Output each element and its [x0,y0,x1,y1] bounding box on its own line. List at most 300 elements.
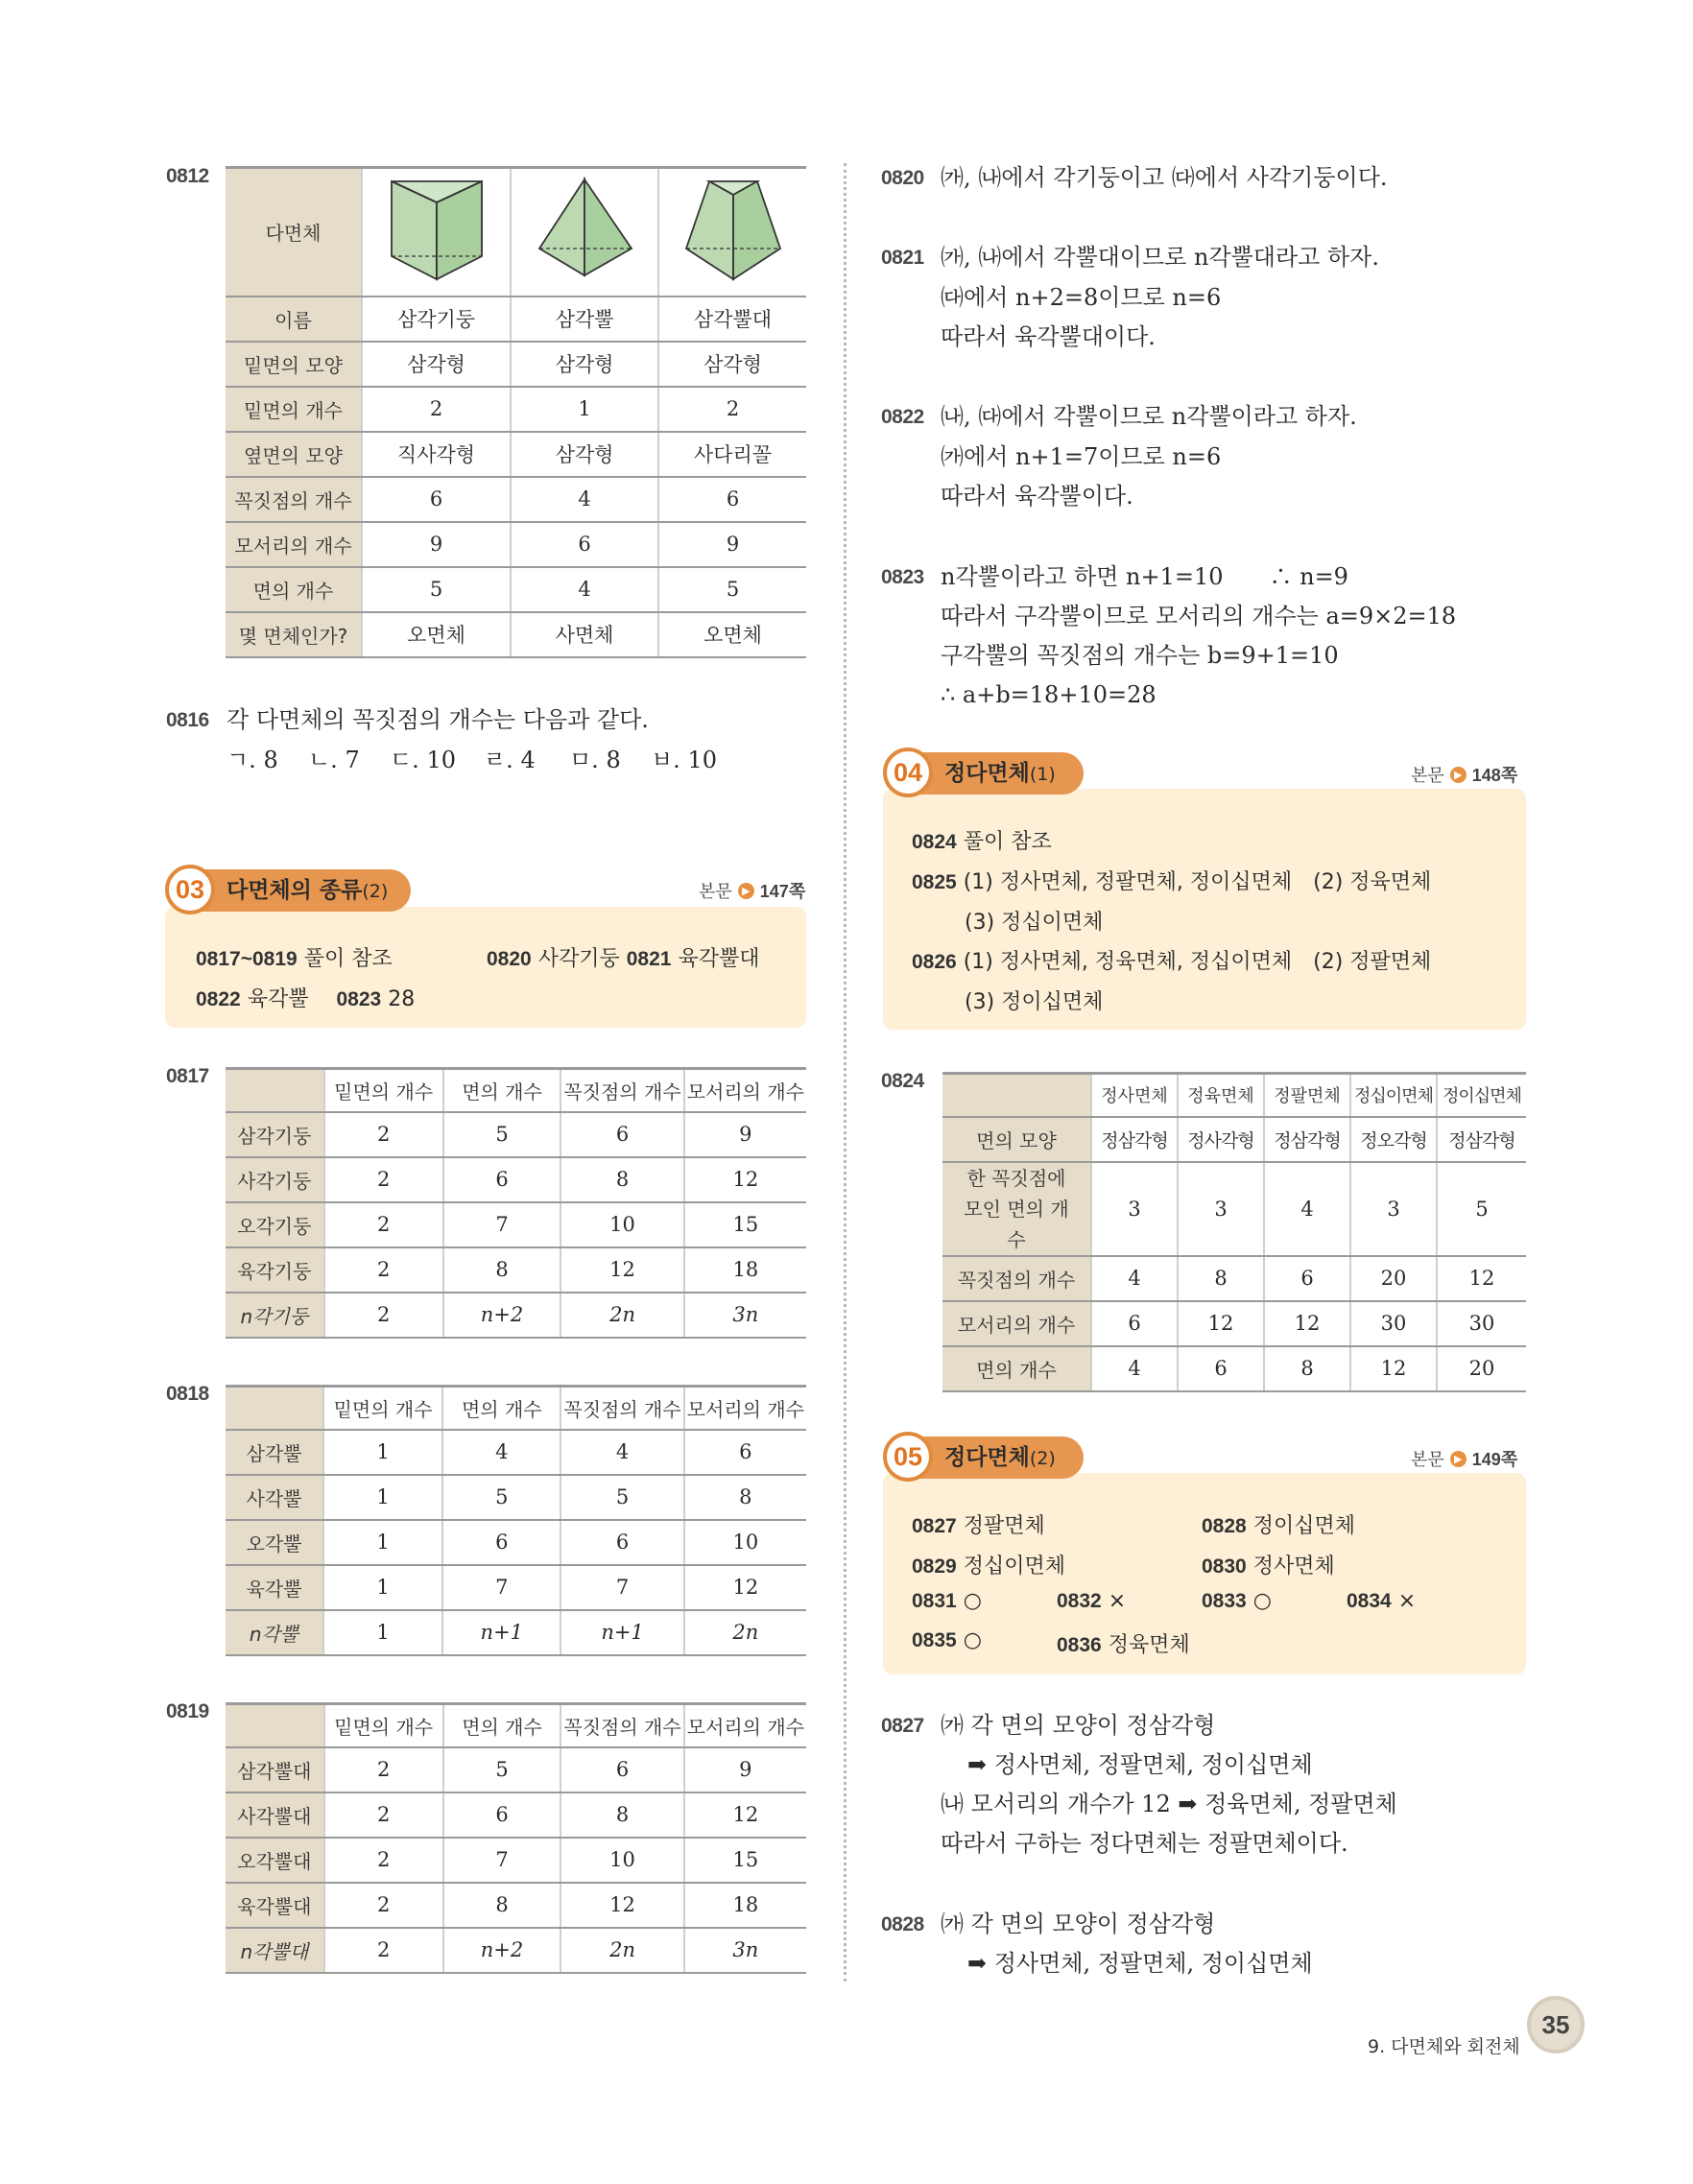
table-cell: 6 [443,1157,561,1202]
list-item: ㄹ. 4 [484,747,536,773]
table-row [226,1565,806,1610]
solution-text: 각 다면체의 꼭짓점의 개수는 다음과 같다. [227,706,649,733]
answer-number: 0817~0819 [196,948,298,970]
solution-text: 따라서 구하는 정다면체는 정팔면체이다. [941,1830,1348,1857]
column-header: 모서리의 개수 [684,1387,806,1430]
solution-text: ➡ 정사면체, 정팔면체, 정이십면체 [967,1751,1313,1778]
table-cell: 3 [1350,1162,1437,1256]
reference-page: 149쪽 [1471,1450,1518,1469]
table-cell: 5 [658,567,806,612]
solution-text: 구각뿔의 꼭짓점의 개수는 b=9+1=10 [941,642,1339,669]
table-header-row [942,1074,1526,1117]
column-header: 정이십면체 [1437,1074,1526,1117]
row-header: 삼각기둥 [226,1112,324,1157]
answer-text: 사각기둥 [537,947,620,971]
answer-text: 정이십면체 [1252,1514,1355,1538]
solution-text: 따라서 구각뿔이므로 모서리의 개수는 a=9×2=18 [941,603,1457,629]
answer-number: 0828 [1202,1515,1247,1537]
answer-number: 0829 [912,1555,957,1578]
triangular-prism-icon [362,168,511,297]
answer-text: 정십이면체 [963,1555,1065,1579]
table-row [226,1202,806,1247]
table-cell: 4 [511,567,658,612]
table-cell: 삼각형 [511,432,658,477]
answer-number: 0830 [1202,1555,1247,1578]
row-header: 오각기둥 [226,1202,324,1247]
solution-text: ∴ a+b=18+10=28 [941,681,1156,708]
table-cell: 1 [323,1520,442,1565]
answer-line [196,942,393,972]
page-reference-03 [699,878,805,903]
table-cell: 12 [560,1883,683,1928]
table-cell: 6 [658,477,806,522]
answer-text: 육각뿔대 [678,947,760,971]
table-cell: 6 [1091,1301,1178,1346]
answer-line [912,945,1431,975]
solution-text: ㈏, ㈐에서 각뿔이므로 n각뿔이라고 하자. [941,403,1357,430]
row-header: 꼭짓점의 개수 [942,1256,1091,1301]
table-row [942,1346,1526,1391]
table-cell: 삼각기둥 [362,297,511,342]
answer-line [196,983,415,1012]
column-header: 모서리의 개수 [684,1704,806,1747]
problem-number-0820: 0820 [881,167,924,189]
table-cell: 12 [684,1565,806,1610]
solution-text: ㈎에서 n+1=7이므로 n=6 [941,443,1222,470]
answer-number: 0827 [912,1515,957,1537]
answer-line: (3) 정이십면체 [965,990,1104,1014]
table-row [226,1475,806,1520]
table-cell: 정사각형 [1178,1117,1264,1162]
section-number-03: 03 [165,865,215,914]
answer-number: 0824 [912,831,957,853]
arrow-right-icon: ▶ [738,883,754,899]
list-item: ㄷ. 10 [390,747,456,773]
solution-text: ㈎, ㈏에서 각뿔대이므로 n각뿔대라고 하자. [941,244,1379,271]
answer-text: 28 [388,987,416,1011]
answer-text: 육각뿔 [247,987,309,1011]
table-cell: 6 [511,522,658,567]
problem-number-0818: 0818 [166,1383,209,1405]
row-header: 육각기둥 [226,1247,324,1293]
solution-text: ㈎ 각 면의 모양이 정삼각형 [941,1911,1216,1937]
table-row [942,1256,1526,1301]
answer-number: 0826 [912,951,957,973]
table-cell: 2 [324,1202,443,1247]
problem-number-0828: 0828 [881,1913,924,1935]
answer-number: 0820 [487,948,532,970]
table-cell: 5 [443,1747,561,1792]
table-0812 [226,166,806,658]
table-cell: 6 [1264,1256,1350,1301]
section-title-text: 정다면체 [944,1445,1030,1470]
table-header-row [226,1069,806,1112]
table-cell: 2 [324,1838,443,1883]
table-row [226,432,806,477]
row-header: 육각뿔대 [226,1883,324,1928]
table-cell: 12 [1264,1301,1350,1346]
solution-text: ㈏ 모서리의 개수가 12 ➡ 정육면체, 정팔면체 [941,1791,1397,1817]
problem-number-0822: 0822 [881,406,924,428]
column-header: 밑면의 개수 [324,1704,443,1747]
answer-number: 0823 [336,988,382,1010]
table-cell: 정삼각형 [1264,1117,1350,1162]
table-cell: 10 [684,1520,806,1565]
table-cell: 4 [442,1430,560,1475]
table-row [226,522,806,567]
table-cell: 2 [324,1747,443,1792]
row-header: 한 꼭짓점에 모인 면의 개수 [942,1162,1091,1256]
row-header: 모서리의 개수 [942,1301,1091,1346]
answer-text: (1) 정사면체, 정팔면체, 정이십면체 (2) 정육면체 [963,870,1432,894]
row-header: 밑면의 개수 [226,387,362,432]
answer-line [912,1550,1065,1579]
solution-text: ㈎, ㈏에서 각기둥이고 ㈐에서 사각기둥이다. [941,164,1388,191]
answer-line [1202,1509,1355,1539]
table-row [226,1520,806,1565]
row-header: 모서리의 개수 [226,522,362,567]
page-reference-04 [1411,762,1517,787]
table-cell: 2n [560,1293,683,1338]
table-row [226,1157,806,1202]
list-item: ㄱ. 8 [227,747,278,773]
table-row [226,1247,806,1293]
table-row [226,1883,806,1928]
table-cell: 4 [1264,1162,1350,1256]
row-header: 사각기둥 [226,1157,324,1202]
row-header: 삼각뿔 [226,1430,323,1475]
row-header: 옆면의 모양 [226,432,362,477]
list-item: ㄴ. 7 [308,747,360,773]
table-row [226,297,806,342]
table-cell: 8 [1264,1346,1350,1391]
table-cell: 9 [684,1112,806,1157]
table-row [226,1430,806,1475]
table-0817 [226,1067,806,1339]
triangular-pyramid-icon [511,168,658,297]
table-cell: 12 [684,1792,806,1838]
row-header: 이름 [226,297,362,342]
table-header-row [226,1387,806,1430]
table-cell: 6 [442,1520,560,1565]
section-title-03 [188,869,411,912]
table-cell: n+1 [442,1610,560,1655]
answer-line [1057,1589,1126,1613]
answer-line: (3) 정십이면체 [965,911,1104,935]
row-header: 밑면의 모양 [226,342,362,387]
table-cell: 6 [560,1520,683,1565]
answer-text: × [1397,1589,1417,1613]
answer-number: 0833 [1202,1590,1247,1612]
table-cell: 9 [684,1747,806,1792]
answer-number: 0832 [1057,1590,1102,1612]
page-number: 35 [1527,1996,1585,2053]
table-cell: 오면체 [362,612,511,657]
table-cell: 4 [1091,1256,1178,1301]
solution-text: n각뿔이라고 하면 n+1=10 ∴ n=9 [941,563,1348,590]
table-cell: 사다리꼴 [658,432,806,477]
table-cell: 18 [684,1883,806,1928]
table-cell: 사면체 [511,612,658,657]
problem-number-0817: 0817 [166,1065,209,1087]
table-cell: 12 [1437,1256,1526,1301]
table-cell: 6 [443,1792,561,1838]
column-header: 모서리의 개수 [684,1069,806,1112]
table-cell: 2 [324,1112,443,1157]
table-row [942,1117,1526,1162]
row-header: n각뿔 [226,1610,323,1655]
table-cell: 6 [560,1747,683,1792]
table-row [226,1792,806,1838]
table-corner [226,1704,324,1747]
table-cell: 정오각형 [1350,1117,1437,1162]
table-cell: 1 [323,1430,442,1475]
table-cell: 3 [1178,1162,1264,1256]
solution-text: ㈐에서 n+2=8이므로 n=6 [941,284,1222,311]
table-cell: 20 [1437,1346,1526,1391]
table-corner [942,1074,1091,1117]
table-cell: 8 [1178,1256,1264,1301]
column-header: 정십이면체 [1350,1074,1437,1117]
table-cell: 8 [443,1247,561,1293]
answer-line [1202,1550,1335,1579]
table-row [226,168,806,297]
problem-number-0816: 0816 [166,709,209,731]
table-cell: 5 [362,567,511,612]
table-cell: 6 [362,477,511,522]
reference-page: 147쪽 [759,882,806,901]
row-header: n각뿔대 [226,1928,324,1973]
table-cell: 9 [362,522,511,567]
problem-number-0827: 0827 [881,1715,924,1737]
table-row [226,567,806,612]
reference-label: 본문 [1411,766,1444,786]
column-header: 면의 개수 [443,1704,561,1747]
vertex-count-list [227,741,727,780]
table-header-row [226,1704,806,1747]
problem-number-0819: 0819 [166,1700,209,1722]
table-row [226,1838,806,1883]
answer-text: × [1108,1589,1127,1613]
table-cell: 10 [560,1202,683,1247]
table-cell: 18 [684,1247,806,1293]
row-header: 몇 면체인가? [226,612,362,657]
problem-number-0823: 0823 [881,566,924,588]
table-cell: 15 [684,1202,806,1247]
table-row [226,1747,806,1792]
solution-text: 따라서 육각뿔이다. [941,483,1133,510]
section-title-paren: (1) [1029,764,1056,785]
table-cell: 20 [1350,1256,1437,1301]
answer-line [487,942,759,972]
answer-line [912,866,1431,895]
table-cell: 30 [1350,1301,1437,1346]
table-cell: 5 [1437,1162,1526,1256]
table-cell: 2 [324,1293,443,1338]
answer-text: 정육면체 [1108,1633,1190,1657]
table-cell: 2 [324,1247,443,1293]
table-row [226,1928,806,1973]
answer-line [1057,1628,1190,1658]
table-cell: 30 [1437,1301,1526,1346]
table-cell: 5 [560,1475,683,1520]
answer-text: ○ [963,1589,982,1613]
row-header: 육각뿔 [226,1565,323,1610]
problem-number-0824: 0824 [881,1070,924,1092]
table-cell: 삼각형 [658,342,806,387]
arrow-right-icon: ▶ [1450,1451,1466,1467]
table-cell: 6 [1178,1346,1264,1391]
reference-label: 본문 [699,882,732,902]
answer-number: 0836 [1057,1634,1102,1656]
table-cell: 8 [684,1475,806,1520]
table-cell: 8 [443,1883,561,1928]
table-row [226,342,806,387]
table-row [942,1301,1526,1346]
row-header: 다면체 [226,168,362,297]
triangular-frustum-icon [658,168,806,297]
answer-number: 0834 [1347,1590,1392,1612]
list-item: ㅂ. 10 [651,747,717,773]
row-header: 면의 개수 [226,567,362,612]
table-cell: 4 [1091,1346,1178,1391]
problem-number-0812: 0812 [166,165,209,187]
table-row [226,1112,806,1157]
table-cell: 2 [324,1157,443,1202]
table-cell: 1 [323,1475,442,1520]
answer-text: ○ [963,1628,982,1652]
section-number-04: 04 [883,748,933,797]
table-0818 [226,1385,806,1656]
table-cell: 15 [684,1838,806,1883]
answer-text: ○ [1252,1589,1272,1613]
table-cell: 8 [560,1157,683,1202]
column-divider [844,163,846,1982]
table-cell: 3n [684,1293,806,1338]
table-cell: 1 [323,1565,442,1610]
chapter-title: 9. 다면체와 회전체 [1368,2036,1520,2057]
answer-number: 0821 [626,948,672,970]
section-title-paren: (2) [362,881,389,902]
table-row [226,1610,806,1655]
table-cell: 삼각형 [511,342,658,387]
table-cell: 2 [362,387,511,432]
table-cell: 2 [324,1792,443,1838]
section-title-text: 정다면체 [944,761,1030,786]
answer-number: 0835 [912,1629,957,1651]
table-row [226,477,806,522]
table-cell: 5 [443,1112,561,1157]
solution-text: 따라서 육각뿔대이다. [941,323,1156,350]
section-title-paren: (2) [1029,1448,1056,1469]
table-cell: 12 [1178,1301,1264,1346]
answer-line [912,1628,982,1652]
table-cell: 6 [560,1112,683,1157]
column-header: 정육면체 [1178,1074,1264,1117]
answer-line [912,1509,1045,1539]
answer-number: 0825 [912,871,957,893]
answer-number: 0822 [196,988,241,1010]
table-cell: 6 [684,1430,806,1475]
column-header: 면의 개수 [443,1069,561,1112]
table-cell: 2n [560,1928,683,1973]
table-0824 [942,1072,1526,1392]
arrow-right-icon: ▶ [1450,767,1466,783]
row-header: 오각뿔대 [226,1838,324,1883]
table-row [226,612,806,657]
table-cell: 7 [443,1838,561,1883]
table-cell: 12 [684,1157,806,1202]
row-header: 오각뿔 [226,1520,323,1565]
answer-line [912,1589,982,1613]
row-header: n각기둥 [226,1293,324,1338]
answer-line [912,825,1052,855]
table-cell: 4 [511,477,658,522]
table-cell: 삼각뿔 [511,297,658,342]
row-header: 면의 모양 [942,1117,1091,1162]
solution-text: ㈎ 각 면의 모양이 정삼각형 [941,1712,1216,1739]
table-corner [226,1387,323,1430]
table-cell: n+2 [443,1293,561,1338]
table-cell: 정삼각형 [1437,1117,1526,1162]
table-cell: 2 [324,1928,443,1973]
table-cell: 1 [511,387,658,432]
answer-line [1202,1589,1272,1613]
table-cell: 정삼각형 [1091,1117,1178,1162]
column-header: 꼭짓점의 개수 [560,1387,683,1430]
table-cell: 7 [442,1565,560,1610]
row-header: 사각뿔 [226,1475,323,1520]
table-cell: 직사각형 [362,432,511,477]
answer-text: 풀이 참조 [963,830,1052,854]
answer-number: 0831 [912,1590,957,1612]
table-cell: n+2 [443,1928,561,1973]
reference-label: 본문 [1411,1450,1444,1470]
table-cell: 삼각뿔대 [658,297,806,342]
table-cell: 10 [560,1838,683,1883]
table-0819 [226,1702,806,1974]
list-item: ㅁ. 8 [569,747,621,773]
table-cell: 삼각형 [362,342,511,387]
section-number-05: 05 [883,1432,933,1482]
answer-line [1347,1589,1416,1613]
table-cell: n+1 [560,1610,683,1655]
row-header: 사각뿔대 [226,1792,324,1838]
row-header: 면의 개수 [942,1346,1091,1391]
table-cell: 3 [1091,1162,1178,1256]
table-row [226,387,806,432]
table-row [226,1293,806,1338]
table-cell: 12 [1350,1346,1437,1391]
section-title-text: 다면체의 종류 [227,878,363,903]
row-header: 삼각뿔대 [226,1747,324,1792]
problem-number-0821: 0821 [881,247,924,269]
table-cell: 오면체 [658,612,806,657]
table-corner [226,1069,324,1112]
column-header: 정팔면체 [1264,1074,1350,1117]
table-cell: 2n [684,1610,806,1655]
table-cell: 3n [684,1928,806,1973]
answer-text: 정팔면체 [963,1514,1045,1538]
column-header: 꼭짓점의 개수 [560,1704,683,1747]
table-cell: 2 [658,387,806,432]
table-cell: 7 [560,1565,683,1610]
column-header: 정사면체 [1091,1074,1178,1117]
answer-text: 풀이 참조 [303,947,393,971]
column-header: 꼭짓점의 개수 [560,1069,683,1112]
table-cell: 5 [442,1475,560,1520]
answer-text: (1) 정사면체, 정육면체, 정십이면체 (2) 정팔면체 [963,950,1432,974]
